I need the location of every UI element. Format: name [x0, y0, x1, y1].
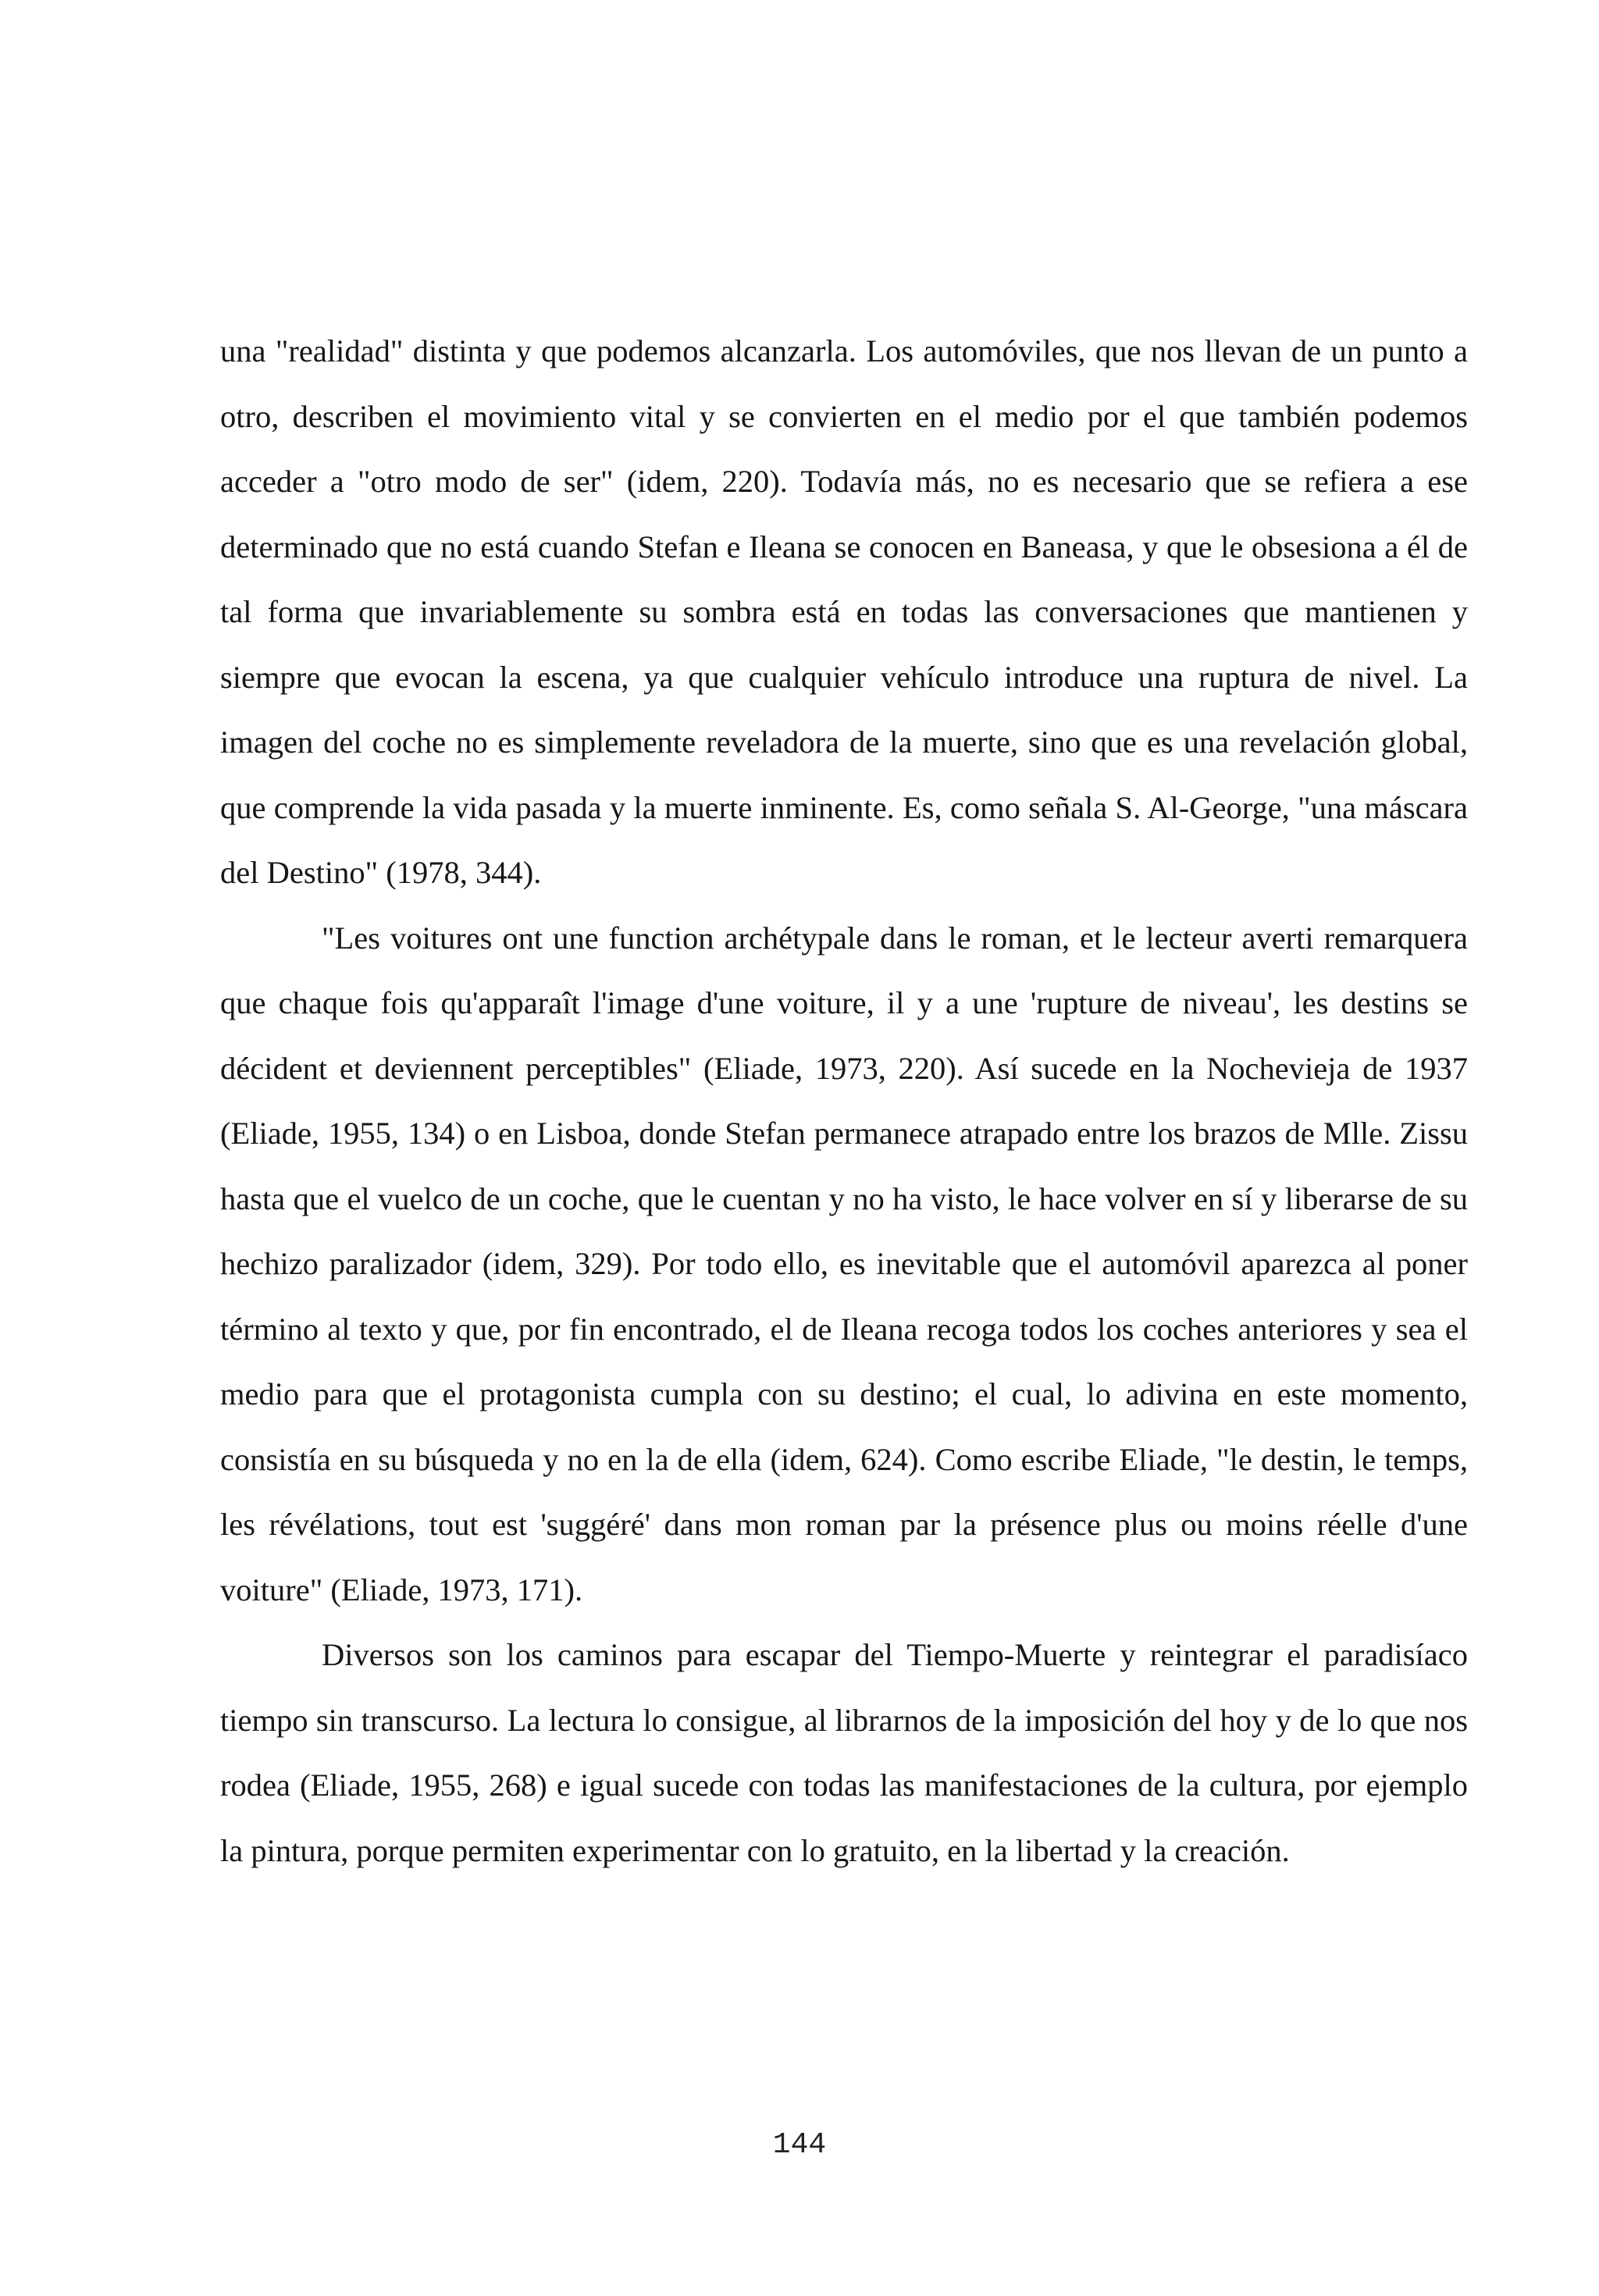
body-text	[220, 319, 1468, 1883]
paragraph-2: "Les voitures ont une function archétypale dans le roman, et le lecteur averti remarquera que chaque fois qu'apparaît l'image d'une voiture, il y a une 'rupture de niveau', les destins se décident et deviennent perceptibles" (Eliade, 1973, 220). Así sucede en la Nochevieja de 1937 (Eliade, 1955, 134) o en Lisboa, donde Stefan permanece atrapado entre los brazos de Mlle. Zissu hasta que el vuelco de un coche, que le cuentan y no ha visto, le hace volver en sí y liberarse de su hechizo paralizador (idem, 329). Por todo ello, es inevitable que el automóvil aparezca al poner término al texto y que, por fin encontrado, el de Ileana recoga todos los coches anteriores y sea el medio para que el protagonista cumpla con su destino; el cual, lo adivina en este momento, consistía en su búsqueda y no en la de ella (idem, 624). Como escribe Eliade, "le destin, le temps, les révélations, tout est 'suggéré' dans mon roman par la présence plus ou moins réelle d'une voiture" (Eliade, 1973, 171).	[220, 920, 1468, 1607]
paragraph-1: una "realidad" distinta y que podemos alcanzarla. Los automóviles, que nos llevan de un punto a otro, describen el movimiento vital y se convierten en el medio por el que también podemos acceder a "otro modo de ser" (idem, 220). Todavía más, no es necesario que se refiera a ese determinado que no está cuando Stefan e Ileana se conocen en Baneasa, y que le obsesiona a él de tal forma que invariablemente su sombra está en todas las conversaciones que mantienen y siempre que evocan la escena, ya que cualquier vehículo introduce una ruptura de nivel. La imagen del coche no es simplemente reveladora de la muerte, sino que es una revelación global, que comprende la vida pasada y la muerte inminente. Es, como señala S. Al-George, "una máscara del Destino" (1978, 344).	[220, 333, 1468, 890]
page-number: 144	[772, 2128, 827, 2162]
paragraph-3: Diversos son los caminos para escapar del Tiempo-Muerte y reintegrar el paradisíaco tiempo sin transcurso. La lectura lo consigue, al librarnos de la imposición del hoy y de lo que nos rodea (Eliade, 1955, 268) e igual sucede con todas las manifestaciones de la cultura, por ejemplo la pintura, porque permiten experimentar con lo gratuito, en la libertad y la creación.	[220, 1637, 1468, 1868]
